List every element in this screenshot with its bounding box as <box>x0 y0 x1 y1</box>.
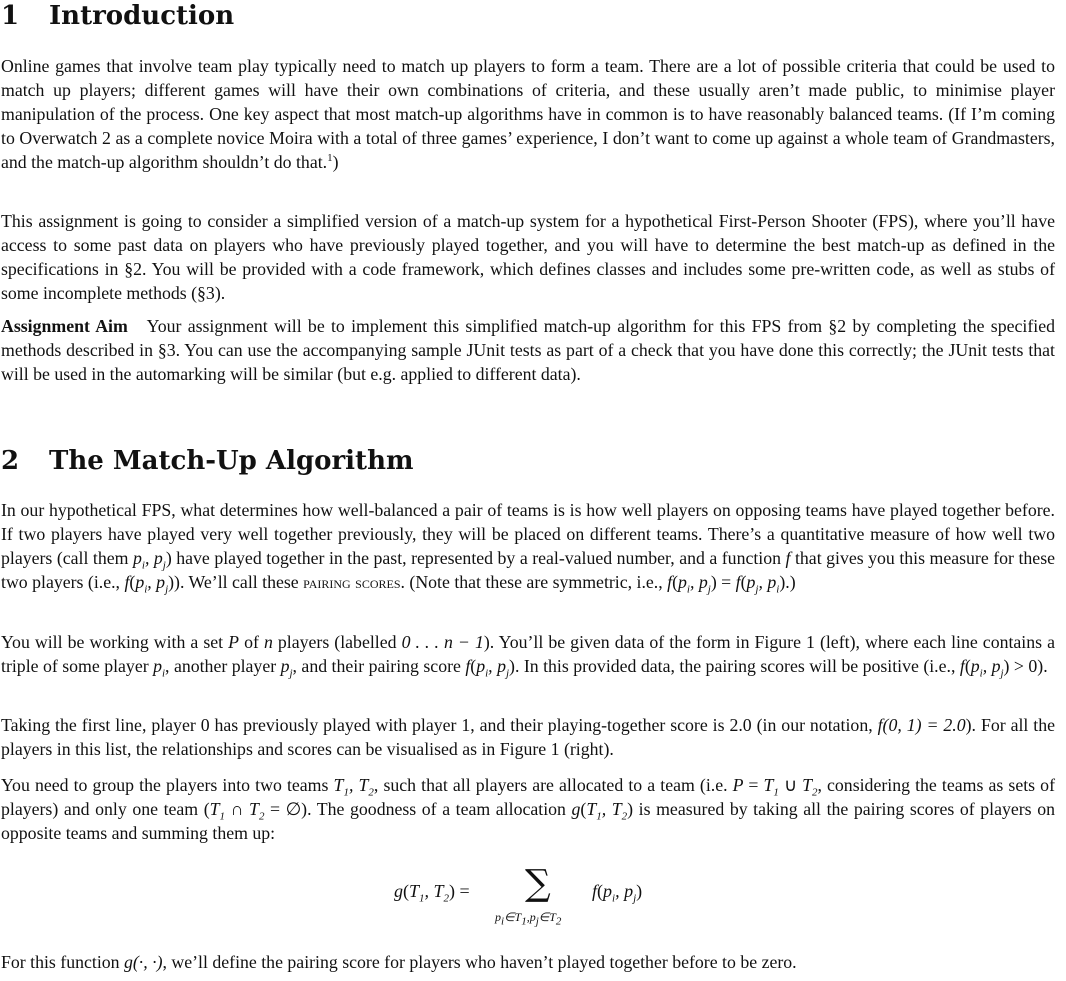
section-title: The Match-Up Algorithm <box>49 446 414 476</box>
matchup-paragraph-3: Taking the first line, player 0 has previously played with player 1, and their playing-together score is 2.0 (in our notation, f(0, 1) = 2.0). For all the players in this list, the relationships and scores can be visualised as in Figure 1 (right). <box>1 715 1056 759</box>
matchup-paragraph-4: You need to group the players into two teams $T_1$, $T_2$, such that all players are allocated to a team (i.e. $P = T_1$ ∪ $T_2$, considering the teams as sets of players) and only one team ($T_1$ ∩ $T_2$ = ∅). The goodness of a team allocation $g(T_1$, $T_2$) is measured by taking all the pairing scores of players on opposite teams and summing them up: <box>1 775 1055 843</box>
matchup-paragraph-5: For this function g(·, ·), we’ll define the pairing score for players who haven’t played together before to be zero. <box>1 952 797 972</box>
footnote-mark[interactable]: 1 <box>327 152 333 165</box>
equation-lhs: $g(T_1$, $T_2$) = <box>394 881 470 905</box>
equation-rhs: $f(p_i$, $p_j$) <box>592 881 643 905</box>
section-number: 1 <box>1 1 20 31</box>
matchup-paragraph-2: You will be working with a set P of n players (labelled 0 . . . n − 1). You’ll be given data of the form in Figure 1 (left), where each line contains a triple of some player $p_i$, another player $p_j$, and their pairing score $f(p_i$, $p_j$). In this provided data, the pairing scores will be positive (i.e., $f(p_i$, $p_j) > 0$). <box>1 632 1056 680</box>
math-f-0-1: f(0, 1) = 2.0 <box>877 715 966 735</box>
intro-paragraph-1: Online games that involve team play typically need to match up players to form a team. There are a lot of possible criteria that could be used to match up players; different games will have their own combinations of criteria, and these usually aren’t made public, to minimise player manipulation of the process. One key aspect that most match-up algorithms have in common is to have reasonably balanced teams. (If I’m coming to Overwatch 2 as a complete novice Moira with a total of three games’ experience, I don’t want to come up against a whole team of Grandmasters, and the match-up algorithm shouldn’t do that.$^1$) <box>1 56 1055 172</box>
summation-symbol: ∑ <box>525 863 551 904</box>
math-symmetry: $f(p_i$, $p_j) = f(p_j$, $p_i$) <box>667 572 786 596</box>
goodness-equation <box>1 863 1055 930</box>
section-title: Introduction <box>49 1 235 31</box>
assignment-aim-paragraph: Assignment Aim Your assignment will be to implement this simplified match-up algorithm for this FPS from §2 by completing the specified methods described in §3. You can use the accompanying sample JUnit tests as part of a check that you have done this correctly; the JUnit tests that will be used in the automarking will be similar (but e.g. applied to different data). <box>1 316 1055 384</box>
section-2-heading <box>1 445 413 477</box>
math-pi-pj: $p_i$, $p_j$ <box>132 548 166 572</box>
summation-range: $p_i\in T_1,p_j\in T_2$ <box>495 910 562 928</box>
math-f-pi-pj: $f(p_i$, $p_j$) <box>124 572 175 596</box>
section-number: 2 <box>1 446 20 476</box>
section-1-heading <box>1 0 234 32</box>
assignment-aim-heading: Assignment Aim <box>1 316 128 336</box>
math-range: 0 . . . n − 1 <box>401 632 484 652</box>
matchup-paragraph-1: In our hypothetical FPS, what determines how well-balanced a pair of teams is is how well players on opposing teams have played together before. If two players have played very well together previously, they will be placed on different teams. There’s a quantitative measure of how well two players (call them $p_i$, $p_j$) have played together in the past, represented by a real-valued number, and a function f that gives you this measure for these two players (i.e., $f(p_i$, $p_j$)). We’ll call these pairing scores. (Note that these are symmetric, i.e., $f(p_i$, $p_j) = f(p_j$, $p_i$).) <box>1 500 1056 596</box>
term-pairing-scores: pairing scores <box>303 572 401 592</box>
math-f: f <box>785 548 791 568</box>
intro-paragraph-2: This assignment is going to consider a simplified version of a match-up system for a hypothetical First-Person Shooter (FPS), where you’ll have access to some past data on players who have previously played together, and you will have to determine the best match-up as defined in the specifications in §2. You will be provided with a code framework, which defines classes and includes some pre-written code, as well as stubs of some incomplete methods (§3). <box>1 211 1055 303</box>
